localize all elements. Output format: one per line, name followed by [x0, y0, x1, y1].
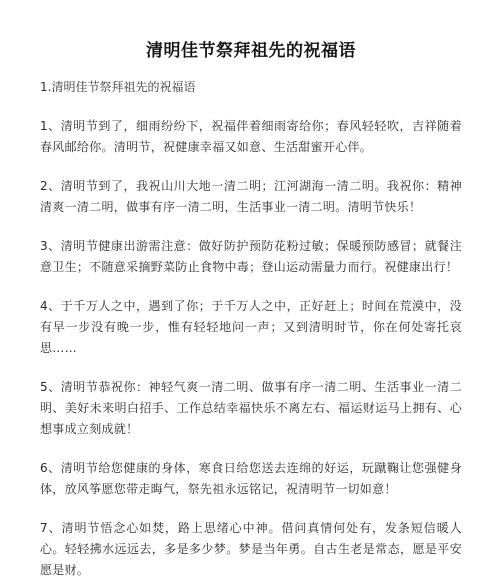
paragraph-6: 6、清明节给您健康的身体，寒食日给您送去连绵的好运，玩蹴鞠让您强健身体，放风筝愿您带走晦气，祭先祖永远铭记，祝清明节一切如意！: [40, 461, 462, 496]
document-subtitle: 1.清明佳节祭拜祖先的祝福语: [40, 80, 196, 94]
paragraph-5: 5、清明节恭祝你：神轻气爽一清二明、做事有序一清二明、生活事业一清二明、美好未来明白招手、工作总结幸福快乐不离左右、福运财运马上拥有、心想事成立刻成就！: [40, 380, 462, 436]
paragraph-4: 4、于千万人之中，遇到了你；于千万人之中，正好赶上；时间在荒漠中，没有早一步没有晚一步，惟有轻轻地问一声；又到清明时节，你在何处寄托哀思……: [40, 299, 462, 355]
document-title: 清明佳节祭拜祖先的祝福语: [146, 41, 356, 61]
paragraph-1: 1、清明节到了，细雨纷纷下，祝福伴着细雨寄给你；春风轻轻吹，吉祥随着春风邮给你。清明节，祝健康幸福又如意、生活甜蜜开心伴。: [40, 119, 462, 154]
paragraph-3: 3、清明节健康出游需注意：做好防护预防花粉过敏；保暖预防感冒；就餐注意卫生；不随意采摘野菜防止食物中毒；登山运动需量力而行。祝健康出行！: [40, 239, 462, 274]
paragraph-2: 2、清明节到了，我祝山川大地一清二明；江河湖海一清二明。我祝你：精神清爽一清二明，做事有序一清二明，生活事业一清二明。清明节快乐！: [40, 179, 462, 214]
paragraph-7: 7、清明节悟念心如焚，路上思绪心中神。借问真情何处有，发条短信暖人心。轻轻拂水远远去，多是多少梦。梦是当年勇。自古生老是常态，愿是平安愿是财。: [40, 521, 462, 577]
